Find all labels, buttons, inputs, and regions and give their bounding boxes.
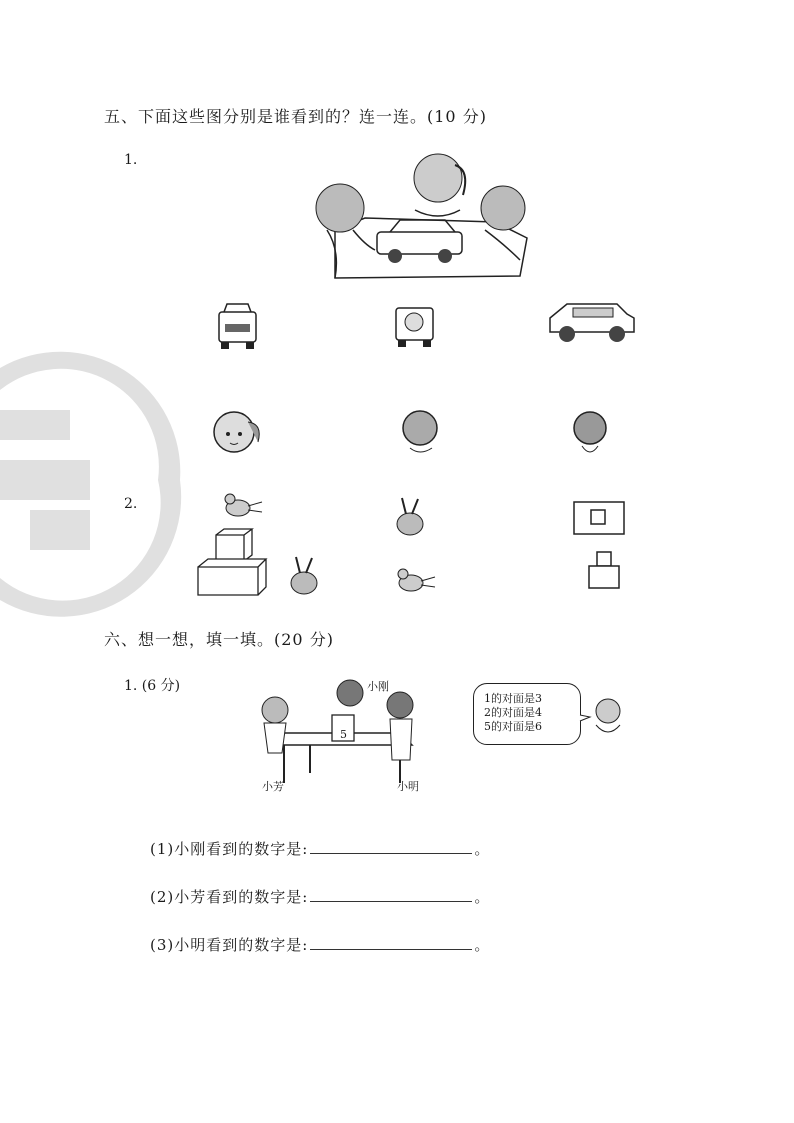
question-1	[150, 838, 490, 859]
question-1-text: (1)小刚看到的数字是:	[150, 840, 309, 858]
section5-q2-label: 2.	[124, 496, 138, 512]
speech-bubble	[473, 683, 581, 745]
rabbit-icon	[392, 494, 432, 540]
section6-title: 六、想一想，填一填。(20 分)	[104, 630, 334, 649]
car-back-view	[392, 300, 437, 348]
bubble-lines	[474, 684, 580, 734]
question-1-end: 。	[474, 840, 491, 858]
question-2-end: 。	[474, 888, 491, 906]
car-side-view	[547, 300, 637, 345]
answer-blank-3[interactable]	[310, 935, 472, 950]
rabbit-icon-2	[286, 553, 326, 599]
section5-title: 五、下面这些图分别是谁看到的？连一连。(10 分)	[104, 107, 487, 126]
rect-square-outline	[572, 500, 627, 538]
car-front-view	[215, 302, 260, 350]
cube-number: 5	[340, 728, 347, 741]
name-left: 小芳	[262, 780, 284, 793]
answer-blank-1[interactable]	[310, 839, 472, 854]
stacked-squares-outline	[587, 550, 625, 592]
question-3-end: 。	[474, 936, 491, 954]
name-right: 小明	[397, 780, 419, 793]
bird-icon-2	[393, 563, 438, 599]
question-3-text: (3)小明看到的数字是:	[150, 936, 309, 954]
bubble-line-2: 2的对面是4	[484, 706, 542, 719]
boy-back-head	[570, 408, 608, 460]
question-2	[150, 886, 490, 907]
section6-q1-label: 1. (6 分)	[124, 678, 181, 694]
girl-speaker	[580, 695, 630, 745]
boy-side-head	[400, 408, 440, 458]
name-top: 小刚	[367, 680, 389, 693]
section5-q1-label: 1.	[124, 152, 138, 168]
question-2-text: (2)小芳看到的数字是:	[150, 888, 309, 906]
bubble-line-1: 1的对面是3	[484, 692, 542, 705]
girl-head	[208, 408, 263, 460]
answer-blank-2[interactable]	[310, 887, 472, 902]
children-table-car-illustration	[305, 150, 530, 285]
watermark-logo	[0, 350, 200, 620]
question-3	[150, 934, 490, 955]
stacked-boxes	[196, 533, 271, 599]
bird-icon	[220, 488, 265, 524]
bubble-line-3: 5的对面是6	[484, 720, 542, 733]
